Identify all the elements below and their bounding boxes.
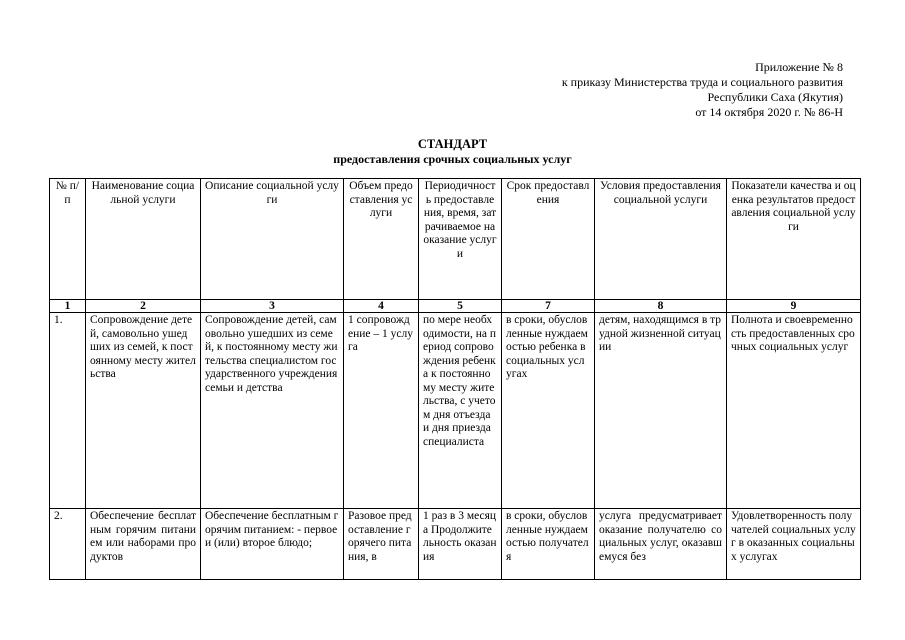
service-name: Сопровождение детей, самовольно ушедших из семей, к постоянному месту жительства [86, 313, 201, 509]
header-cell: Срок предоставления [502, 179, 595, 300]
quality-indicators: Полнота и своевременность предоставленных срочных социальных услуг [727, 313, 861, 509]
row-number: 1. [50, 313, 86, 509]
service-conditions: детям, находящимся в трудной жизненной ситуации [595, 313, 727, 509]
standard-table [49, 178, 861, 580]
document-title: СТАНДАРТ [417, 137, 488, 151]
service-periodicity: 1 раз в 3 месяца Продолжительность оказания [419, 509, 502, 580]
header-cell: Условия предоставления социальной услуги [595, 179, 727, 300]
service-volume: 1 сопровождение – 1 услуга [344, 313, 419, 509]
header-cell: Периодичность предоставления, время, затрачиваемое на оказание услуги [419, 179, 502, 300]
service-conditions: услуга предусматривает оказание получателю социальных услуг, оказавшемуся без [595, 509, 727, 580]
quality-indicators: Удовлетворенность получателей социальных услуг в оказанных социальных услугах [727, 509, 861, 580]
column-number: 1 [50, 300, 86, 313]
service-description: Сопровождение детей, самовольно ушедших из семей, к постоянному месту жительства специалистом государственного учреждения семьи и детства [201, 313, 344, 509]
row-number: 2. [50, 509, 86, 580]
service-volume: Разовое предоставление горячего питания, в [344, 509, 419, 580]
header-cell: Показатели качества и оценка результатов предоставления социальной услуги [727, 179, 861, 300]
column-number: 9 [727, 300, 861, 313]
service-term: в сроки, обусловленные нуждаемостью получателя [502, 509, 595, 580]
service-periodicity: по мере необходимости, на период сопровождения ребенка к постоянному месту жительства, с учетом дня отъезда и дня приезда специалиста [419, 313, 502, 509]
appendix-line-3: Республики Саха (Якутия) [707, 90, 843, 104]
appendix-block [562, 60, 843, 120]
service-name: Обеспечение бесплатным горячим питанием или наборами продуктов [86, 509, 201, 580]
appendix-line-2: к приказу Министерства труда и социального развития [561, 75, 843, 89]
appendix-line-4: от 14 октября 2020 г. № 86-Н [695, 105, 843, 119]
column-number: 5 [419, 300, 502, 313]
table-row [50, 509, 861, 580]
column-number: 2 [86, 300, 201, 313]
column-number: 7 [502, 300, 595, 313]
header-cell: Наименование социальной услуги [86, 179, 201, 300]
column-number-row [50, 300, 861, 313]
header-cell: Описание социальной услуги [201, 179, 344, 300]
header-cell: Объем предоставления услуги [344, 179, 419, 300]
header-row [50, 179, 861, 300]
column-number: 3 [201, 300, 344, 313]
column-number: 8 [595, 300, 727, 313]
column-number: 4 [344, 300, 419, 313]
header-cell: № п/п [50, 179, 86, 300]
appendix-line-1: Приложение № 8 [755, 60, 843, 74]
table-row [50, 313, 861, 509]
service-description: Обеспечение бесплатным горячим питанием: - первое и (или) второе блюдо; [201, 509, 344, 580]
document-subtitle: предоставления срочных социальных услуг [333, 152, 572, 166]
service-term: в сроки, обусловленные нуждаемостью ребенка в социальных услугах [502, 313, 595, 509]
